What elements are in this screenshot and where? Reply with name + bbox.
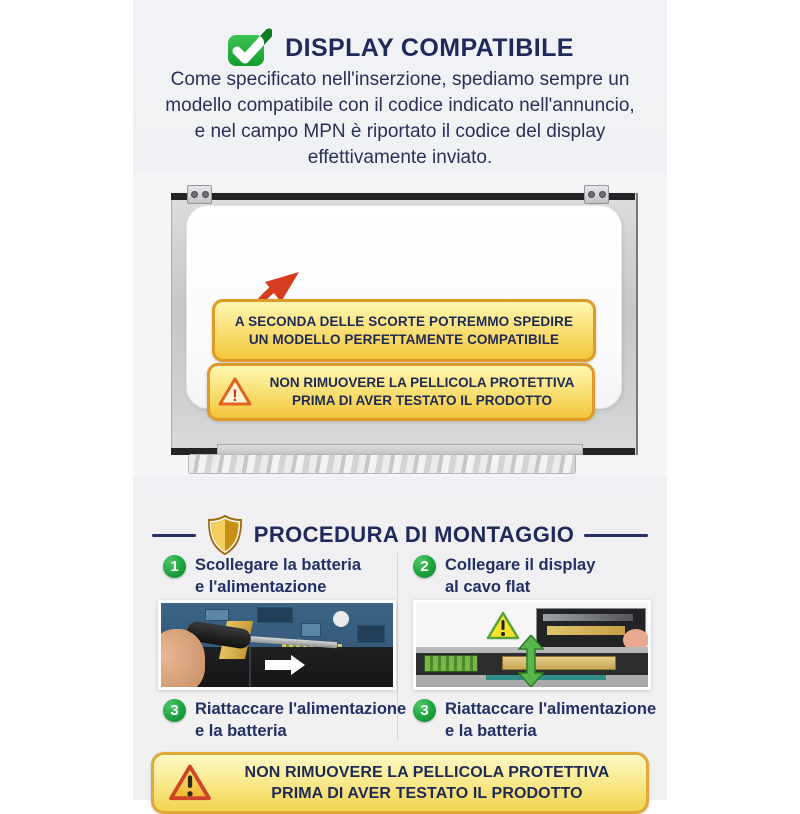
step-1-badge: 1	[163, 555, 186, 578]
mount-bracket-left	[187, 185, 212, 204]
stock-banner-line2: UN MODELLO PERFETTAMENTE COMPATIBILE	[248, 331, 560, 347]
step-1-text	[195, 554, 361, 598]
step-1	[163, 554, 361, 598]
chip	[357, 625, 385, 643]
foil-tape	[188, 454, 576, 474]
panel-top-strip	[171, 193, 635, 200]
step-3-badge: 3	[413, 699, 436, 722]
shield-icon	[206, 514, 244, 556]
step-1-photo	[158, 600, 396, 690]
stock-warning-banner	[212, 299, 596, 362]
step-1-line1: Scollegare la batteria	[195, 556, 361, 574]
film-warning-banner	[207, 363, 595, 421]
gold-cable-bar	[547, 626, 625, 635]
mount-bracket-right	[584, 185, 609, 204]
film-banner-line1: NON RIMUOVERE LA PELLICOLA PROTETTIVA	[269, 375, 575, 390]
content-strip	[133, 0, 667, 800]
hand	[158, 629, 205, 690]
green-pcb-connector	[424, 655, 478, 672]
intro-line: Come specificato nell'inserzione, spediamo sempre un	[170, 69, 630, 90]
step-3-right	[413, 698, 656, 742]
footer-warning-banner	[151, 752, 649, 814]
step-2-text	[445, 554, 595, 598]
step-3-text	[195, 698, 406, 742]
lcd-panel-photo	[133, 178, 667, 478]
connector-bar	[543, 614, 633, 621]
warning-triangle-icon	[168, 764, 212, 802]
battery-seam	[249, 647, 251, 687]
step-3-left	[163, 698, 406, 742]
round-sticker	[333, 611, 349, 627]
header	[133, 28, 667, 68]
green-double-arrow-icon	[518, 635, 544, 687]
step-2	[413, 554, 595, 598]
page-title: DISPLAY COMPATIBILE	[285, 33, 574, 62]
svg-text:!: !	[232, 386, 238, 405]
step-3-line1: Riattaccare l'alimentazione	[195, 700, 407, 718]
step-3-badge: 3	[163, 699, 186, 722]
step-3-line2: e la batteria	[445, 722, 537, 740]
assembly-heading	[133, 514, 667, 556]
step-3-line1: Riattaccare l'alimentazione	[445, 700, 657, 718]
step-2-line2: al cavo flat	[445, 578, 531, 596]
step-3-text	[445, 698, 656, 742]
film-banner-text	[260, 374, 584, 410]
step-2-photo	[413, 600, 651, 690]
intro-line: e nel campo MPN è riportato il codice del display	[194, 121, 606, 142]
footer-banner-line1: NON RIMUOVERE LA PELLICOLA PROTETTIVA	[244, 764, 610, 781]
chip	[205, 609, 229, 621]
footer-banner-text	[222, 762, 632, 804]
heading-rule-right	[584, 534, 648, 537]
step-1-line2: e l'alimentazione	[195, 578, 327, 596]
assembly-title: PROCEDURA DI MONTAGGIO	[253, 522, 575, 547]
step-3-line2: e la batteria	[195, 722, 287, 740]
step-2-badge: 2	[413, 555, 436, 578]
film-banner-line2: PRIMA DI AVER TESTATO IL PRODOTTO	[291, 393, 552, 408]
intro-line: effettivamente inviato.	[307, 147, 493, 168]
stock-banner-line1: A SECONDA DELLE SCORTE POTREMMO SPEDIRE	[234, 313, 574, 329]
step-2-line1: Collegare il display	[445, 556, 596, 574]
teal-strip	[486, 675, 606, 680]
chip	[257, 607, 293, 623]
intro-paragraph	[133, 67, 667, 171]
warning-triangle-icon	[486, 611, 520, 641]
chip	[301, 623, 321, 637]
warning-triangle-icon	[218, 377, 252, 407]
footer-banner-line2: PRIMA DI AVER TESTATO IL PRODOTTO	[271, 785, 583, 802]
green-check-icon	[226, 28, 272, 68]
intro-line: modello compatibile con il codice indicato nell'annuncio,	[165, 95, 635, 116]
heading-rule-left	[152, 534, 196, 537]
connector-inset-photo	[536, 608, 646, 648]
